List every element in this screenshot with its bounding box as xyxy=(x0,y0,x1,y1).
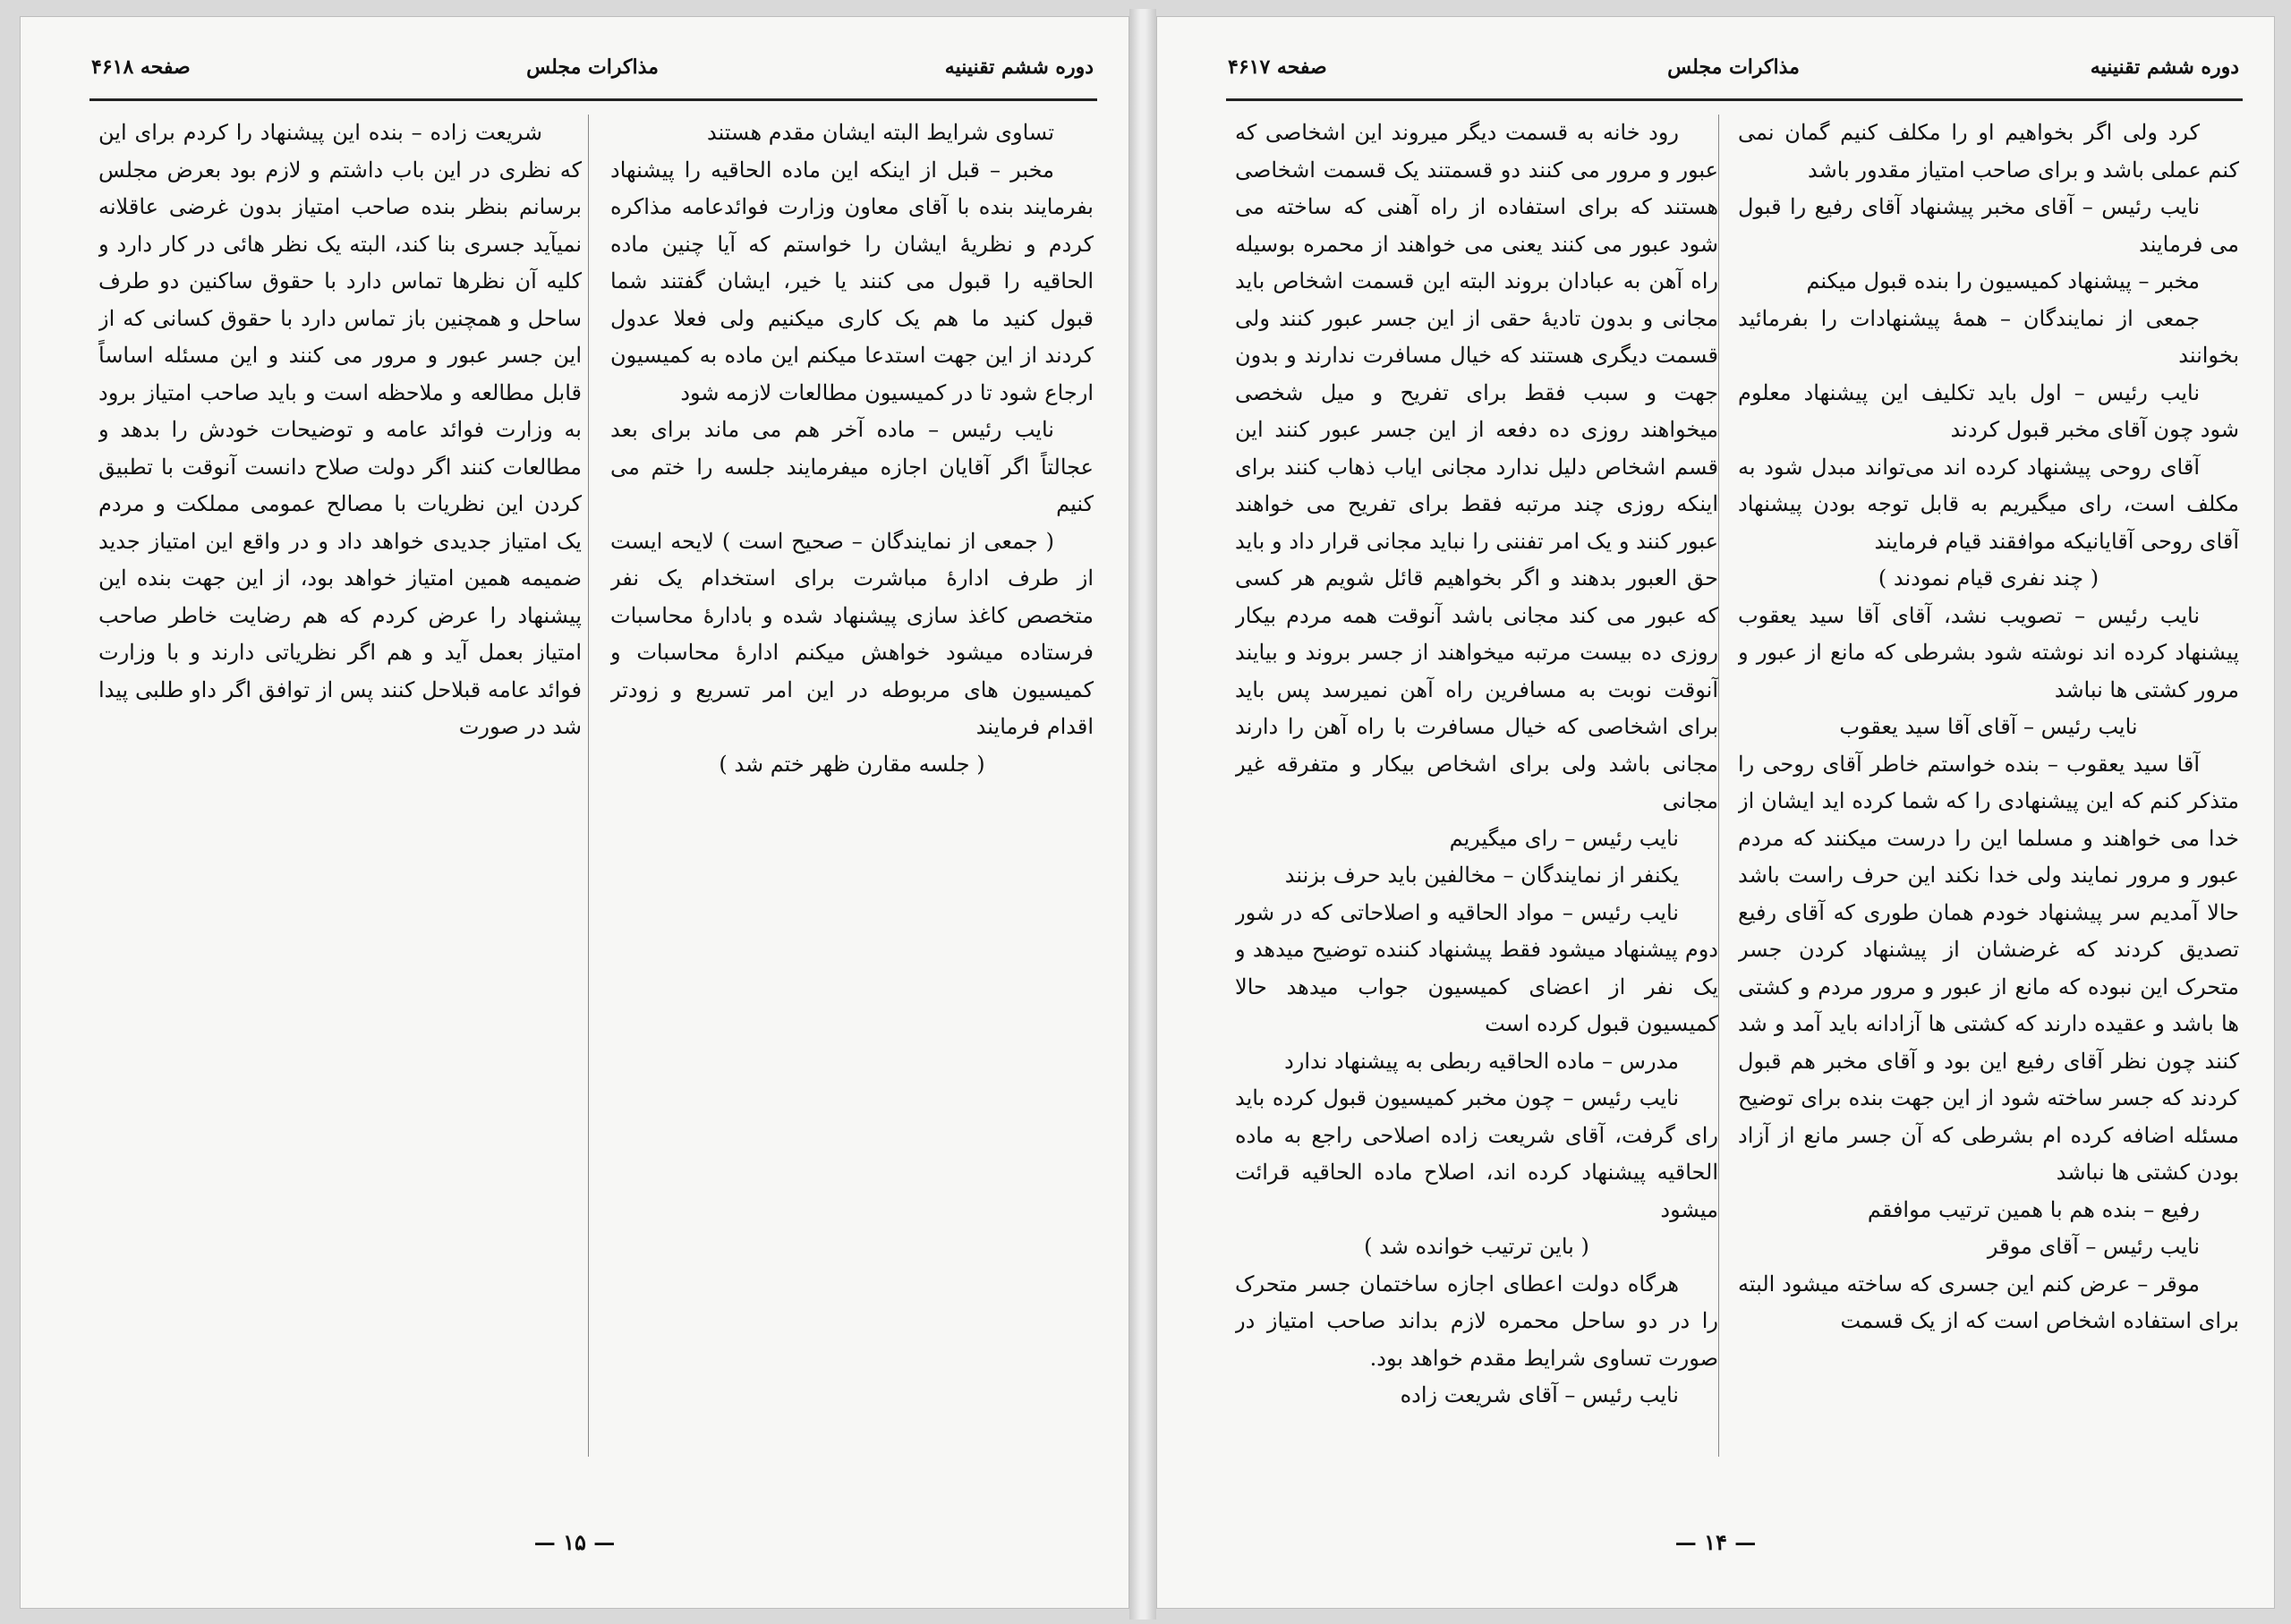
paragraph: موقر – عرض کنم این جسری که ساخته میشود البته برای استفاده اشخاص است که از یک قسمت xyxy=(1738,1271,2239,1333)
paragraph: تساوی شرایط البته ایشان مقدم هستند xyxy=(706,120,1054,145)
paragraph: نایب رئیس – اول باید تکلیف این پیشنهاد معلوم شود چون آقای مخبر قبول کردند xyxy=(1738,379,2239,442)
paragraph: هرگاه دولت اعطای اجازه ساختمان جسر متحرک را در دو ساحل محمره لازم بداند صاحب امتیاز در صورت تساوی شرایط مقدم خواهد بود. xyxy=(1235,1271,1718,1371)
left-page xyxy=(20,16,1129,1609)
left-column-left xyxy=(98,115,582,1448)
paragraph: آقای روحی پیشنهاد کرده اند می‌تواند مبدل شود به مکلف است، رای میگیریم به قابل توجه بودن پیشنهاد آقای روحی آقایانیکه موافقند قیام فرمایند xyxy=(1738,454,2239,554)
paragraph: آقا سید یعقوب – بنده خواستم خاطر آقای روحی را متذکر کنم که این پیشنهادی را که شما کرده اید ایشان از خدا می خواهند و مسلما این را درست میکنند که مردم عبور و مرور نمایند ولی خدا نکند این حرف راست باشد حالا آمدیم سر پیشنهاد خودم همان طوری که آقای رفیع تصدیق کردند که غرضشان از پیشنهاد کردن جسر متحرک این نبوده که مانع از عبور و مرور مردم و کشتی ها باشد و عقیده دارند که کشتی ها آزادانه باید آمد و شد کنند چون نظر آقای رفیع این بود و آقای مخبر هم قبول کردند که جسر ساخته شود از این جهت بنده برای توضیح مسئله اضافه کرده ام بشرطی که آن جسر مانع از آزاد بودن کشتی ها نباشد xyxy=(1738,751,2239,1185)
right-page-header xyxy=(1228,55,2239,91)
paragraph: مدرس – ماده الحاقیه ربطی به پیشنهاد ندارد xyxy=(1284,1048,1679,1074)
paragraph: نایب رئیس – ماده آخر هم می ماند برای بعد عجالتاً اگر آقایان اجازه میفرمایند جلسه را ختم می کنیم xyxy=(610,417,1094,516)
paragraph: مخبر – پیشنهاد کمیسیون را بنده قبول میکنم xyxy=(1806,268,2200,293)
paragraph: نایب رئیس – تصویب نشد، آقای آقا سید یعقوب پیشنهاد کرده اند نوشته شود بشرطی که مانع از عبور و مرور کشتی ها نباشد xyxy=(1738,602,2239,702)
right-header-page-number: صفحه ۴۶۱۷ xyxy=(1228,55,1327,79)
paragraph: نایب رئیس – رای میگیریم xyxy=(1449,825,1679,851)
paragraph: ( چند نفری قیام نمودند ) xyxy=(1878,565,2099,591)
paragraph: رفیع – بنده هم با همین ترتیب موافقم xyxy=(1867,1196,2200,1222)
paragraph: رود خانه به قسمت دیگر میروند این اشخاصی که عبور و مرور می کنند دو قسمتند یک قسمت اشخاصی هستند که برای استفاده از راه آهنی که ساخته می شود عبور می کنند یعنی می خواهند از محمره بوسیله راه آهن به عبادان بروند البته این قسمت اشخاص باید مجانی و بدون تادیهٔ حقی از این جسر عبور کنند ولی قسمت دیگری هستند که خیال مسافرت ندارند و بدون جهت و سبب فقط برای تفریح و میل شخصی میخواهند روزی ده دفعه از این جسر عبور کنند این قسم اشخاص دلیل ندارد مجانی ایاب ذهاب کنند برای اینکه روزی چند مرتبه فقط برای تفریح می خواهند عبور کنند و یک امر تفننی را نباید مجانی قرار داد و باید حق العبور بدهند و اگر بخواهیم قائل شویم هر کسی که عبور می کند مجانی باشد آنوقت همه مردم بیکار روزی ده بیست مرتبه میخواهند از جسر بروند و بیایند آنوقت نوبت به مسافرین راه آهن نمیرسد پس باید برای اشخاصی که خیال مسافرت با راه آهن را دارند مجانی باشد ولی برای اشخاص بیکار و متفرقه غیر مجانی xyxy=(1235,120,1718,813)
right-page xyxy=(1156,16,2275,1609)
paragraph: نایب رئیس – آقای آقا سید یعقوب xyxy=(1839,714,2138,739)
paragraph: ( باین ترتیب خوانده شد ) xyxy=(1364,1234,1589,1259)
paragraph: نایب رئیس – چون مخبر کمیسیون قبول کرده باید رای گرفت، آقای شریعت زاده اصلاحی راجع به ماده الحاقیه پیشنهاد کرده اند، اصلاح ماده الحاقیه قرائت میشود xyxy=(1235,1085,1718,1222)
right-header-rule xyxy=(1226,98,2243,101)
paragraph: یکنفر از نمایندگان – مخالفین باید حرف بزنند xyxy=(1284,863,1679,888)
paragraph: نایب رئیس – آقای شریعت زاده xyxy=(1400,1382,1679,1407)
book-gutter xyxy=(1129,9,1156,1620)
paragraph: ( جمعی از نمایندگان – صحیح است ) لایحه ایست از طرف ادارهٔ مباشرت برای استخدام یک نفر متخصص کاغذ سازی پیشنهاد شده و بادارهٔ محاسبات فرستاده میشود خواهش میکنم ادارهٔ محاسبات و کمیسیون های مربوطه در این امر تسریع و زودتر اقدام فرمایند xyxy=(610,528,1094,739)
paragraph: نایب رئیس – آقای موقر xyxy=(1987,1234,2200,1259)
left-header-title: مذاکرات مجلس xyxy=(526,55,659,79)
left-page-footer: — ۱۵ — xyxy=(533,1529,616,1555)
right-header-series: دوره ششم تقنینیه xyxy=(2090,55,2239,79)
left-column-divider xyxy=(588,115,589,1457)
right-column-right xyxy=(1738,115,2239,1448)
right-column-left xyxy=(1235,115,1718,1448)
paragraph: مخبر – قبل از اینکه این ماده الحاقیه را پیشنهاد بفرمایند بنده با آقای معاون وزارت فوائدعامه مذاکره کردم و نظریهٔ ایشان را خواستم که آیا چنین ماده الحاقیه را قبول می کنند یا خیر، ایشان گفتند شما قبول کنید ما هم یک کاری میکنیم ولی فعلا عدول کردند از این جهت استدعا میکنم این ماده به کمیسیون ارجاع شود تا در کمیسیون مطالعات لازمه شود xyxy=(610,157,1094,405)
paragraph: ( جلسه مقارن ظهر ختم شد ) xyxy=(719,751,985,777)
left-header-rule xyxy=(89,98,1097,101)
paragraph: نایب رئیس – مواد الحاقیه و اصلاحاتی که در شور دوم پیشنهاد میشود فقط پیشنهاد کننده توضیح میدهد و یک نفر از اعضای کمیسیون جواب میدهد حالا کمیسیون قبول کرده است xyxy=(1235,899,1718,1036)
left-header-series: دوره ششم تقنینیه xyxy=(944,55,1094,79)
paragraph: نایب رئیس – آقای مخبر پیشنهاد آقای رفیع را قبول می فرمایند xyxy=(1738,194,2239,257)
paragraph: جمعی از نمایندگان – همهٔ پیشنهادات را بفرمائید بخوانند xyxy=(1738,305,2239,368)
right-column-divider xyxy=(1718,115,1719,1457)
right-page-footer: — ۱۴ — xyxy=(1674,1529,1757,1555)
left-header-page-number: صفحه ۴۶۱۸ xyxy=(91,55,191,79)
right-header-title: مذاکرات مجلس xyxy=(1667,55,1800,79)
paragraph: شریعت زاده – بنده این پیشنهاد را کردم برای این که نظری در این باب داشتم و لازم بود بعرض مجلس برسانم بنظر بنده صاحب امتیاز بدون غرضی عاقلانه نمیآید جسری بنا کند، البته یک نظر هائی در کار دارد و کلیه آن نظرها تماس دارد با حقوق ساکنین دو طرف ساحل و همچنین باز تماس دارد با حقوق کسانی که از این جسر عبور و مرور می کنند و این مسئله اساساً قابل مطالعه و ملاحظه است و باید صاحب امتیاز برود به وزارت فوائد عامه و توضیحات خودش را بدهد و مطالعات کنند اگر دولت صلاح دانست آنوقت با تطبیق کردن این نظریات با مصالح عمومی مملکت و مردم یک امتیاز جدیدی خواهد داد و در واقع این امتیاز جدید ضمیمه همین امتیاز خواهد بود، از این جهت بنده این پیشنهاد را عرض کردم که هم رضایت خاطر صاحب امتیاز بعمل آید و هم اگر نظریاتی دارند و با وزارت فوائد عامه قبلاحل کنند پس از توافق اگر داو طلبی پیدا شد در صورت xyxy=(98,120,582,739)
paragraph: کرد ولی اگر بخواهیم او را مکلف کنیم گمان نمی کنم عملی باشد و برای صاحب امتیاز مقدور باشد xyxy=(1738,120,2239,183)
left-page-header xyxy=(91,55,1094,91)
left-column-right xyxy=(610,115,1094,1448)
